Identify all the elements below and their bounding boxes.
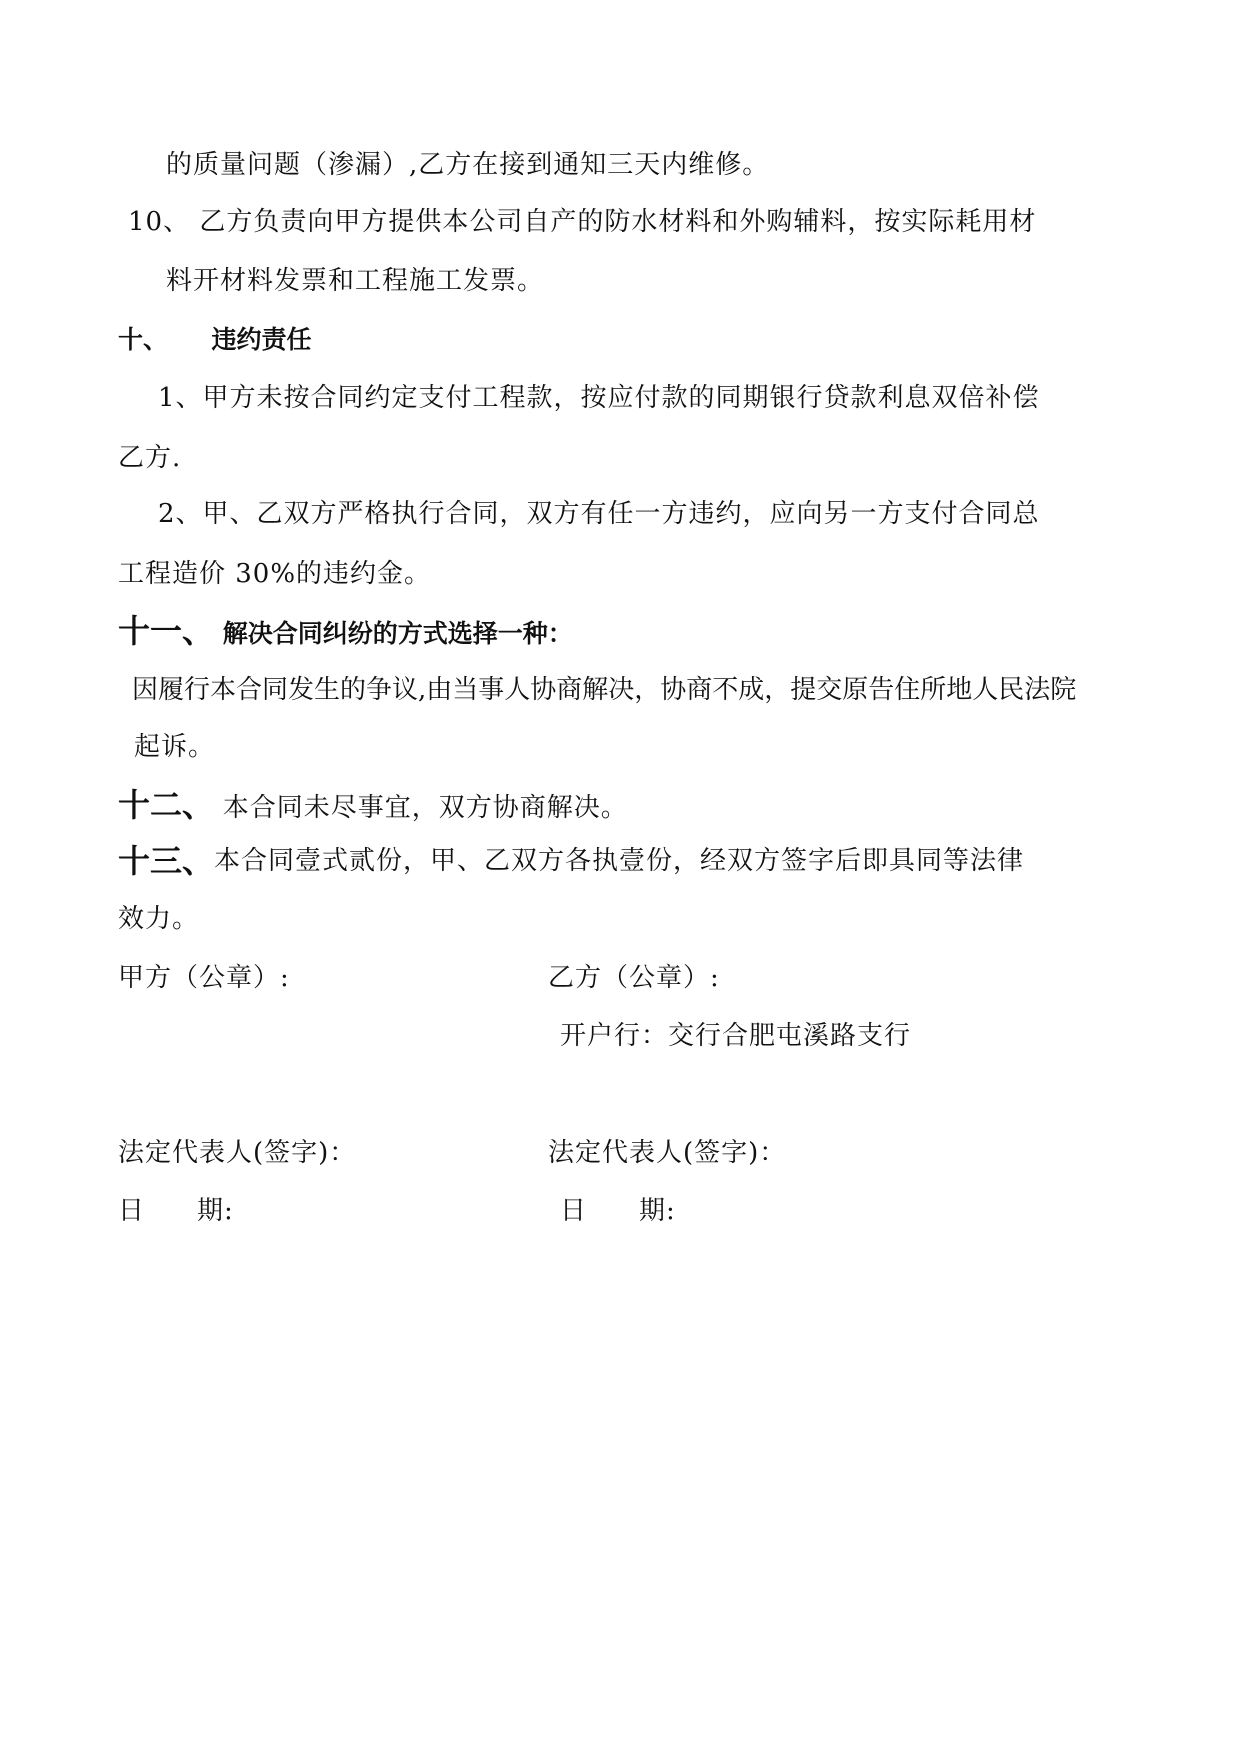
item9-continuation: 的质量问题（渗漏）,乙方在接到通知三天内维修。 (166, 150, 770, 180)
item10-line2: 料开材料发票和工程施工发票。 (166, 266, 545, 296)
item10-line1: 10、 乙方负责向甲方提供本公司自产的防水材料和外购辅料，按实际耗用材 (128, 207, 1037, 237)
party-a-date-label (118, 1193, 234, 1229)
party-b-date-day: 日 (560, 1196, 588, 1226)
section10-item2-line2: 工程造价 30%的违约金。 (118, 559, 432, 589)
section11-title: 解决合同纠纷的方式选择一种： (222, 619, 573, 648)
section12-text: 本合同未尽事宜，双方协商解决。 (222, 793, 628, 823)
section10-item2-line1: 2、甲、乙双方严格执行合同，双方有任一方违约，应向另一方支付合同总 (158, 499, 1040, 529)
section11-number: 十一、 (118, 612, 215, 650)
section12-number: 十二、 (118, 786, 215, 824)
party-a-seal-label: 甲方（公章）: (118, 963, 290, 993)
section11-body-line2: 起诉。 (134, 732, 216, 762)
party-b-representative-label: 法定代表人(签字)： (548, 1138, 787, 1168)
party-b-date-period: 期: (639, 1196, 676, 1226)
section10-heading (118, 322, 311, 358)
party-a-date-day: 日 (118, 1196, 146, 1226)
section13-text: 本合同壹式贰份，甲、乙双方各执壹份，经双方签字后即具同等法律 (214, 846, 1025, 876)
section13-line2: 效力。 (118, 904, 200, 934)
bank-account-label: 开户行：交行合肥屯溪路支行 (560, 1021, 912, 1051)
section13-number: 十三、 (118, 842, 215, 880)
party-b-seal-label: 乙方（公章）: (548, 963, 720, 993)
section10-item1-line1: 1、甲方未按合同约定支付工程款，按应付款的同期银行贷款利息双倍补偿 (158, 383, 1040, 413)
party-a-representative-label: 法定代表人(签字)： (118, 1138, 357, 1168)
section10-number: 十、 (118, 325, 169, 354)
section12 (118, 787, 628, 826)
section11-heading (118, 613, 573, 652)
section10-title: 违约责任 (211, 325, 312, 354)
section10-item1-line2: 乙方. (118, 443, 182, 473)
party-a-date-period: 期: (197, 1196, 234, 1226)
section13-line1 (118, 842, 1025, 880)
section11-body-line1: 因履行本合同发生的争议,由当事人协商解决，协商不成，提交原告住所地人民法院 (132, 675, 1077, 705)
party-b-date-label (560, 1193, 676, 1229)
